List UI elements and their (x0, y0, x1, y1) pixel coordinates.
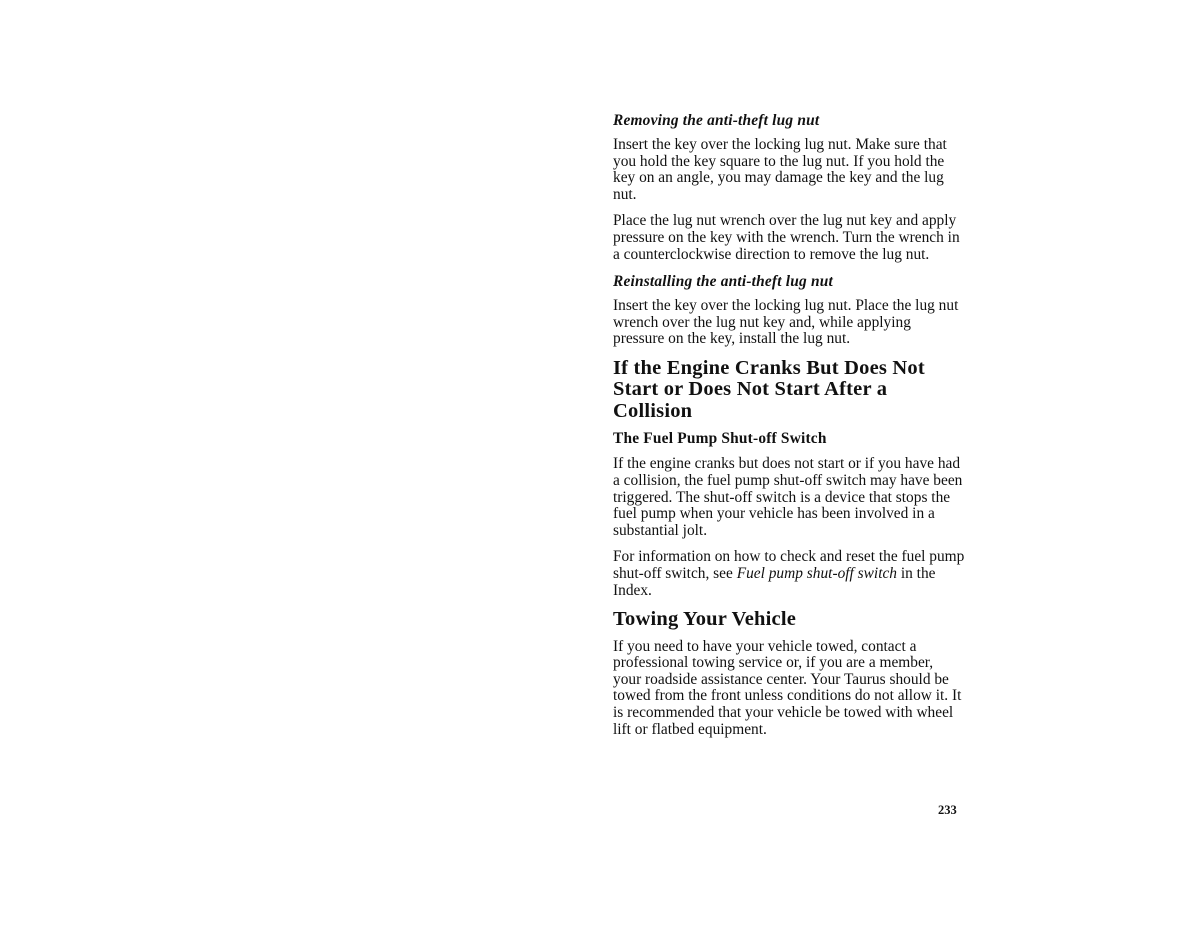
page-number: 233 (938, 803, 957, 817)
towing-paragraph-1: If you need to have your vehicle towed, contact a professional towing service or, if you are a member, your roadside assistance center. Your Taurus should be towed from the front unless conditions do not allow it. It is recommended that your vehicle be towed with wheel lift or flatbed equipment. (613, 637, 962, 738)
fuel-pump-paragraph-2-tail: in the Index. (613, 565, 936, 599)
towing-heading: Towing Your Vehicle (613, 608, 797, 631)
fuel-pump-switch-subheading: The Fuel Pump Shut-off Switch (613, 430, 827, 448)
removing-lug-nut-heading: Removing the anti-theft lug nut (613, 112, 820, 129)
fuel-pump-paragraph-2-lead: For information on how to check and reset the fuel pump shut-off switch, see (613, 548, 965, 582)
reinstalling-lug-nut-heading: Reinstalling the anti-theft lug nut (613, 273, 833, 291)
engine-cranks-heading: If the Engine Cranks But Does Not Start or Does Not Start After a Collision (613, 356, 925, 422)
removing-paragraph-1: Insert the key over the locking lug nut. Make sure that you hold the key square to the lug nut. If you hold the key on an angle, you may damage the key and the lug nut. (613, 136, 947, 203)
reinstalling-paragraph-1: Insert the key over the locking lug nut. Place the lug nut wrench over the lug nut key and, while applying pressure on the key, install the lug nut. (613, 297, 959, 348)
index-reference: Fuel pump shut-off switch (736, 565, 897, 582)
removing-paragraph-2: Place the lug nut wrench over the lug nut key and apply pressure on the key with the wrench. Turn the wrench in a counterclockwise direction to remove the lug nut. (613, 212, 960, 263)
manual-page-column (613, 112, 965, 748)
fuel-pump-paragraph-1: If the engine cranks but does not start or if you have had a collision, the fuel pump shut-off switch may have been triggered. The shut-off switch is a device that stops the fuel pump when your vehicle has been involved in a substantial jolt. (613, 455, 963, 539)
fuel-pump-paragraph-2 (613, 549, 965, 599)
